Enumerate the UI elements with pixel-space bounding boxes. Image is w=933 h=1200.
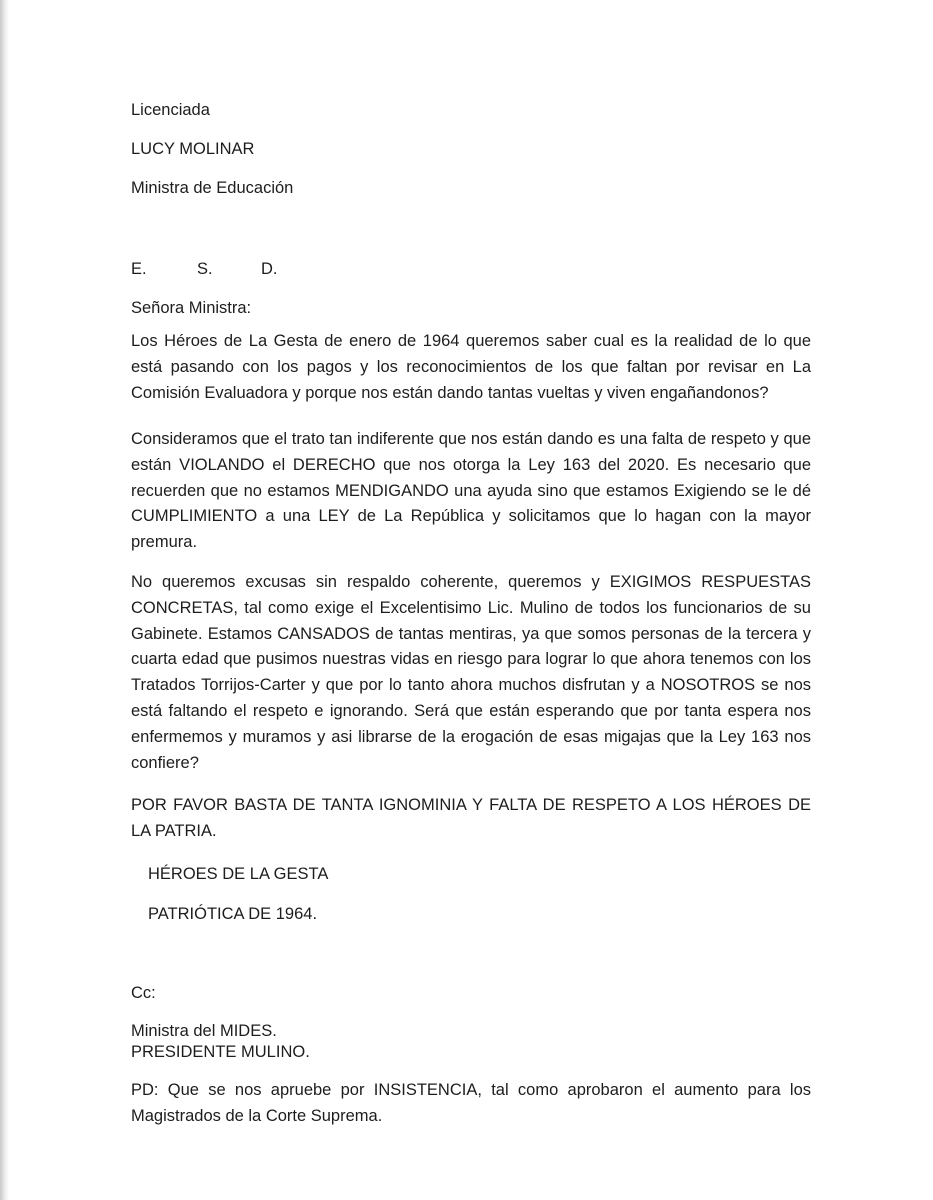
cc-label: Cc: xyxy=(131,984,156,1002)
salutation: Señora Ministra: xyxy=(131,299,252,317)
esd-d: D. xyxy=(261,260,278,278)
recipient-name: LUCY MOLINAR xyxy=(131,140,255,158)
body-paragraph-1: Los Héroes de La Gesta de enero de 1964 queremos saber cual es la realidad de lo que está pasando con los pagos y los reconocimientos de los que faltan por revisar en La Comisión Evaluadora y porque nos están dando tantas vueltas y viven engañandonos? xyxy=(131,332,811,402)
recipient-title: Licenciada xyxy=(131,101,210,119)
esd-s: S. xyxy=(197,260,213,278)
page-edge-shadow xyxy=(0,0,9,1200)
esd-line xyxy=(131,256,278,282)
signature-line-2: PATRIÓTICA DE 1964. xyxy=(148,905,318,923)
esd-e: E. xyxy=(131,260,147,278)
body-paragraph-3: No queremos excusas sin respaldo coherente, queremos y EXIGIMOS RESPUESTAS CONCRETAS, tal como exige el Excelentisimo Lic. Mulino de todos los funcionarios de su Gabinete. Estamos CANSADOS de tantas mentiras, ya que somos personas de la tercera y cuarta edad que pusimos nuestras vidas en riesgo para lograr lo que ahora tenemos con los Tratados Torrijos-Carter y que por lo tanto ahora muchos disfrutan y a NOSOTROS se nos está faltando el respeto e ignorando. Será que están esperando que por tanta espera nos enfermemos y muramos y asi librarse de la erogación de esas migajas que la Ley 163 nos confiere? xyxy=(131,573,811,772)
body-paragraph-2: Consideramos que el trato tan indiferente que nos están dando es una falta de respeto y que están VIOLANDO el DERECHO que nos otorga la Ley 163 del 2020. Es necesario que recuerden que no estamos MENDIGANDO una ayuda sino que estamos Exigiendo se le dé CUMPLIMIENTO a una LEY de La República y solicitamos que lo hagan con la mayor premura. xyxy=(131,430,811,552)
recipient-position: Ministra de Educación xyxy=(131,179,294,197)
postscript: PD: Que se nos apruebe por INSISTENCIA, tal como aprobaron el aumento para los Magistrados de la Corte Suprema. xyxy=(131,1081,811,1125)
cc-recipient-presidente: PRESIDENTE MULINO. xyxy=(131,1043,310,1061)
body-paragraph-4: POR FAVOR BASTA DE TANTA IGNOMINIA Y FALTA DE RESPETO A LOS HÉROES DE LA PATRIA. xyxy=(131,796,811,840)
signature-line-1: HÉROES DE LA GESTA xyxy=(148,865,329,883)
cc-recipient-mides: Ministra del MIDES. xyxy=(131,1022,277,1040)
